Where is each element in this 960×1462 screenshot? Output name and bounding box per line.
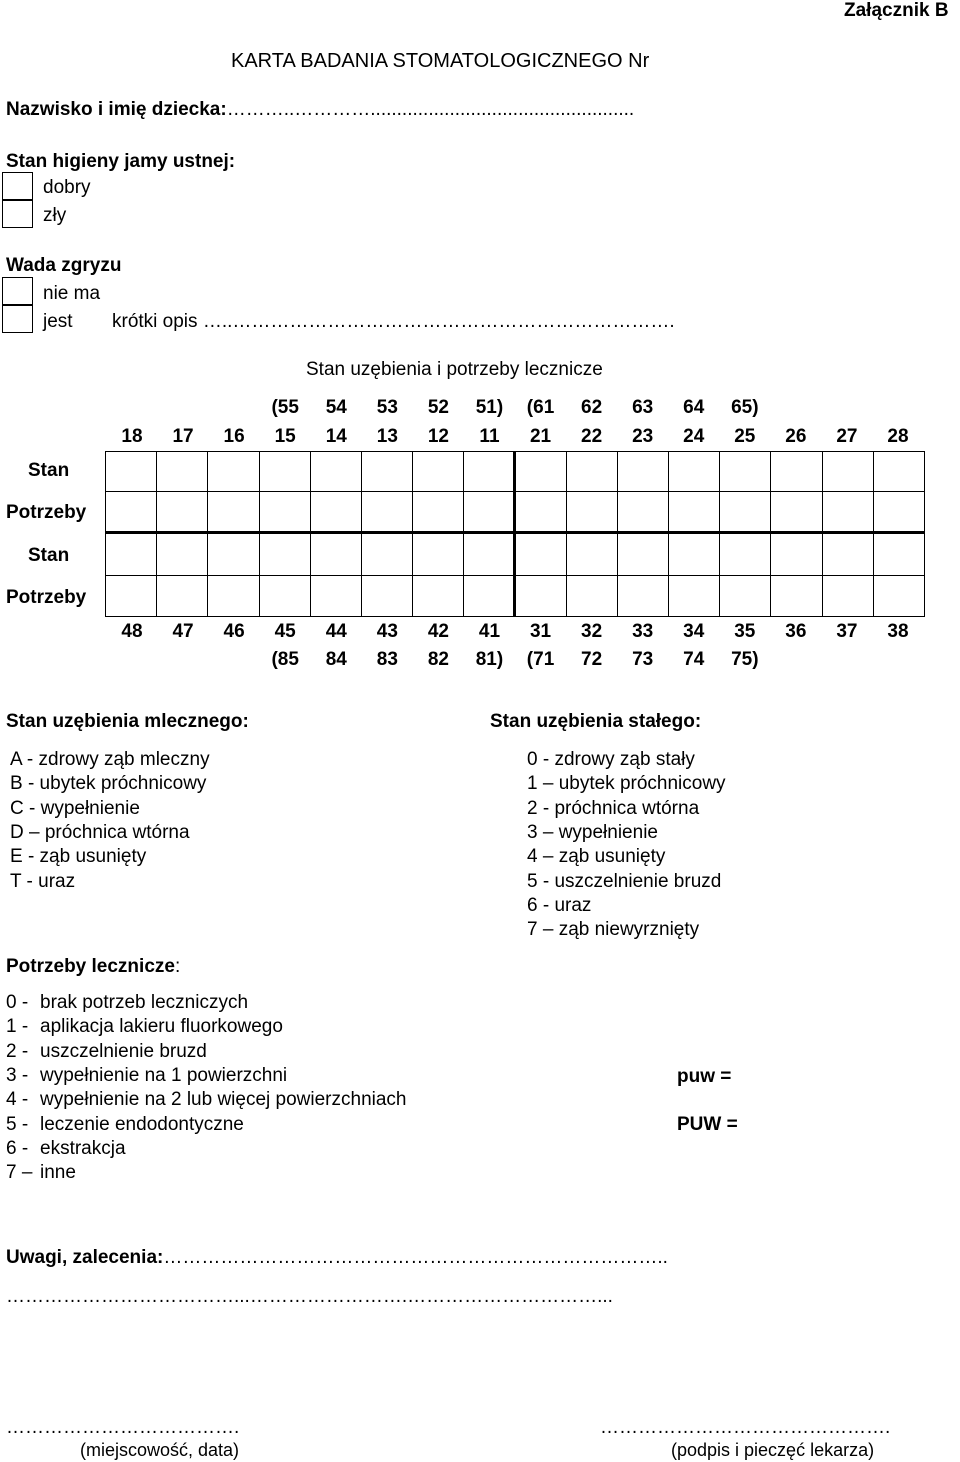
chart-cell-lower-status[interactable]	[566, 533, 618, 576]
tooth-number-primary: 54	[325, 397, 347, 418]
tooth-number-primary: 64	[683, 397, 705, 418]
permanent-status-item: 1 – ubytek próchnicowy	[527, 773, 726, 795]
needs-heading	[6, 957, 180, 976]
chart-cell-upper-needs[interactable]	[822, 491, 874, 534]
chart-cell-upper-status[interactable]	[361, 451, 413, 492]
chart-cell-upper-needs[interactable]	[361, 491, 413, 534]
needs-item-code: 3 -	[6, 1064, 29, 1086]
chart-cell-lower-status[interactable]	[617, 533, 669, 576]
chart-cell-upper-needs[interactable]	[310, 491, 362, 534]
tooth-number-permanent: 48	[121, 621, 143, 642]
tooth-number-primary: 82	[427, 649, 449, 670]
tooth-number-primary: 83	[376, 649, 398, 670]
tooth-number-permanent: 12	[427, 426, 449, 447]
tooth-number-permanent: 35	[734, 621, 756, 642]
needs-item-code: 7 –	[6, 1162, 33, 1184]
child-name-row	[6, 100, 634, 119]
chart-cell-upper-needs[interactable]	[412, 491, 464, 534]
tooth-number-permanent: 32	[581, 621, 603, 642]
chart-cell-lower-needs[interactable]	[719, 575, 771, 617]
tooth-number-permanent: 43	[376, 621, 398, 642]
doctor-signature-caption: (podpis i pieczęć lekarza)	[671, 1440, 875, 1460]
tooth-number-permanent: 13	[376, 426, 398, 447]
chart-cell-upper-needs[interactable]	[668, 491, 720, 534]
tooth-number-permanent: 24	[683, 426, 705, 447]
tooth-number-permanent: 25	[734, 426, 756, 447]
tooth-number-permanent: 17	[172, 426, 194, 447]
place-date-caption: (miejscowość, data)	[80, 1440, 240, 1460]
needs-item-text: ekstrakcja	[40, 1137, 126, 1159]
chart-cell-upper-status[interactable]	[412, 451, 464, 492]
row-label-lower-status: Stan	[28, 545, 70, 566]
chart-cell-upper-needs[interactable]	[770, 491, 822, 534]
needs-item-text: uszczelnienie bruzd	[40, 1040, 207, 1062]
bite-none-label: nie ma	[43, 283, 101, 304]
chart-cell-lower-needs[interactable]	[770, 575, 822, 617]
chart-cell-lower-status[interactable]	[770, 533, 822, 576]
form-title: KARTA BADANIA STOMATOLOGICZNEGO Nr	[231, 50, 650, 72]
tooth-number-primary: 75)	[731, 649, 759, 670]
permanent-status-item: 7 – ząb niewyrznięty	[527, 919, 700, 941]
chart-cell-lower-needs[interactable]	[412, 575, 464, 617]
midline-divider	[513, 451, 516, 616]
chart-cell-lower-status[interactable]	[463, 533, 515, 576]
chart-cell-upper-needs[interactable]	[156, 491, 208, 534]
tooth-number-primary: 84	[325, 649, 347, 670]
permanent-status-item: 4 – ząb usunięty	[527, 846, 666, 868]
chart-heading: Stan uzębienia i potrzeby lecznicze	[306, 359, 603, 380]
place-date-field[interactable]: ……………………………….	[6, 1417, 240, 1438]
tooth-number-permanent: 14	[325, 426, 347, 447]
needs-item-text: aplikacja lakieru fluorkowego	[40, 1016, 283, 1038]
tooth-number-primary: 73	[632, 649, 654, 670]
tooth-number-primary: (61	[526, 397, 555, 418]
primary-status-item: C - wypełnienie	[10, 797, 140, 819]
chart-cell-upper-needs[interactable]	[566, 491, 618, 534]
chart-cell-lower-status[interactable]	[412, 533, 464, 576]
tooth-number-permanent: 46	[223, 621, 245, 642]
tooth-number-primary: 65)	[731, 397, 759, 418]
chart-cell-upper-status[interactable]	[207, 451, 259, 492]
chart-cell-lower-status[interactable]	[156, 533, 208, 576]
chart-cell-upper-status[interactable]	[310, 451, 362, 492]
permanent-status-item: 6 - uraz	[527, 894, 592, 916]
chart-cell-lower-status[interactable]	[515, 533, 567, 576]
annex-label: Załącznik B	[844, 0, 949, 21]
dental-chart-grid	[105, 451, 924, 616]
primary-status-item: B - ubytek próchnicowy	[10, 773, 207, 795]
tooth-number-primary: (71	[526, 649, 555, 670]
tooth-number-permanent: 42	[427, 621, 449, 642]
tooth-number-permanent: 45	[274, 621, 296, 642]
chart-cell-lower-status[interactable]	[668, 533, 720, 576]
chart-cell-upper-status[interactable]	[566, 451, 618, 492]
bite-description-field[interactable]: …..…………………………………………………………….	[202, 311, 675, 332]
tooth-number-permanent: 16	[223, 426, 245, 447]
needs-item-code: 1 -	[6, 1016, 29, 1038]
remarks-row	[6, 1248, 668, 1267]
tooth-number-permanent: 47	[172, 621, 194, 642]
tooth-number-permanent: 41	[478, 621, 501, 642]
chart-cell-upper-status[interactable]	[105, 451, 157, 492]
tooth-number-primary: 62	[581, 397, 603, 418]
child-name-field[interactable]: ………..…………..................................................	[226, 99, 635, 120]
puw-small-label: puw =	[677, 1066, 732, 1087]
chart-cell-upper-status[interactable]	[617, 451, 669, 492]
permanent-status-item: 3 – wypełnienie	[527, 821, 658, 843]
tooth-number-primary: 51)	[475, 397, 504, 418]
primary-status-item: D – próchnica wtórna	[10, 821, 190, 843]
chart-cell-lower-needs[interactable]	[566, 575, 618, 617]
hygiene-bad-label: zły	[43, 205, 67, 226]
chart-cell-lower-needs[interactable]	[617, 575, 669, 617]
chart-cell-upper-needs[interactable]	[873, 491, 925, 534]
chart-cell-upper-status[interactable]	[822, 451, 874, 492]
permanent-status-item: 0 - zdrowy ząb stały	[527, 749, 695, 770]
chart-cell-upper-needs[interactable]	[617, 491, 669, 534]
row-label-upper-needs: Potrzeby	[6, 502, 87, 523]
tooth-number-primary: 63	[632, 397, 654, 418]
tooth-number-permanent: 27	[836, 426, 858, 447]
permanent-status-item: 5 - uszczelnienie bruzd	[527, 870, 722, 892]
chart-cell-lower-status[interactable]	[259, 533, 311, 576]
tooth-number-primary: 53	[376, 397, 398, 418]
chart-cell-upper-needs[interactable]	[719, 491, 771, 534]
remarks-field-line2[interactable]: ………………………………...…………………….…………………………...	[6, 1286, 613, 1307]
bite-yes-label: jest	[43, 311, 73, 332]
needs-heading-text: Potrzeby lecznicze	[6, 956, 175, 977]
chart-cell-lower-status[interactable]	[822, 533, 874, 576]
chart-cell-upper-needs[interactable]	[463, 491, 515, 534]
hygiene-good-checkbox[interactable]	[2, 172, 33, 200]
tooth-number-permanent: 26	[785, 426, 807, 447]
tooth-number-primary: 52	[427, 397, 449, 418]
tooth-number-permanent: 21	[529, 426, 552, 447]
chart-cell-lower-status[interactable]	[873, 533, 925, 576]
hygiene-bad-checkbox[interactable]	[2, 200, 33, 228]
primary-status-item: T - uraz	[10, 870, 76, 892]
chart-cell-lower-needs[interactable]	[310, 575, 362, 617]
chart-cell-lower-status[interactable]	[719, 533, 771, 576]
bite-yes-checkbox[interactable]	[2, 305, 33, 333]
needs-item-text: leczenie endodontyczne	[40, 1113, 244, 1135]
tooth-number-permanent: 38	[887, 621, 909, 642]
needs-item-code: 0 -	[6, 992, 29, 1013]
tooth-number-permanent: 36	[785, 621, 807, 642]
puw-big-label: PUW =	[677, 1114, 738, 1135]
primary-status-item: A - zdrowy ząb mleczny	[10, 749, 210, 770]
chart-cell-upper-needs[interactable]	[259, 491, 311, 534]
hygiene-heading: Stan higieny jamy ustnej:	[6, 151, 236, 172]
chart-cell-lower-status[interactable]	[207, 533, 259, 576]
needs-heading-colon: :	[174, 956, 181, 977]
chart-cell-upper-status[interactable]	[873, 451, 925, 492]
chart-cell-lower-status[interactable]	[310, 533, 362, 576]
hygiene-good-label: dobry	[43, 177, 91, 198]
chart-cell-lower-needs[interactable]	[361, 575, 413, 617]
chart-cell-upper-status[interactable]	[668, 451, 720, 492]
bite-description-label: krótki opis	[112, 311, 198, 332]
tooth-number-permanent: 11	[479, 426, 500, 447]
tooth-number-primary: 74	[683, 649, 705, 670]
tooth-number-permanent: 37	[836, 621, 858, 642]
chart-cell-lower-needs[interactable]	[156, 575, 208, 617]
chart-cell-lower-status[interactable]	[361, 533, 413, 576]
needs-item-code: 2 -	[6, 1040, 29, 1062]
chart-cell-upper-status[interactable]	[463, 451, 515, 492]
chart-cell-upper-status[interactable]	[515, 451, 567, 492]
chart-cell-lower-needs[interactable]	[207, 575, 259, 617]
needs-item-code: 6 -	[6, 1137, 29, 1159]
permanent-status-heading: Stan uzębienia stałego:	[490, 711, 702, 732]
chart-cell-lower-needs[interactable]	[259, 575, 311, 617]
row-label-upper-status: Stan	[28, 460, 70, 481]
remarks-field-line1[interactable]: ……………………………………………………………………..	[163, 1247, 668, 1268]
tooth-number-primary: 81)	[475, 649, 504, 670]
child-name-label: Nazwisko i imię dziecka:	[6, 99, 227, 120]
chart-cell-upper-status[interactable]	[719, 451, 771, 492]
tooth-number-permanent: 28	[887, 426, 909, 447]
chart-cell-lower-needs[interactable]	[668, 575, 720, 617]
row-label-lower-needs: Potrzeby	[6, 587, 87, 608]
tooth-number-primary: (85	[271, 649, 299, 670]
needs-item-text: brak potrzeb leczniczych	[40, 992, 249, 1013]
remarks-label: Uwagi, zalecenia:	[6, 1247, 164, 1268]
tooth-number-permanent: 34	[683, 621, 705, 642]
chart-cell-upper-needs[interactable]	[207, 491, 259, 534]
tooth-number-primary: (55	[271, 397, 299, 418]
bite-heading: Wada zgryzu	[6, 255, 122, 276]
tooth-number-permanent: 31	[529, 621, 552, 642]
tooth-number-permanent: 44	[325, 621, 347, 642]
chart-cell-upper-needs[interactable]	[105, 491, 157, 534]
chart-cell-upper-status[interactable]	[770, 451, 822, 492]
tooth-number-permanent: 22	[581, 426, 603, 447]
tooth-number-primary: 72	[581, 649, 603, 670]
primary-status-heading: Stan uzębienia mlecznego:	[6, 711, 249, 732]
bite-none-checkbox[interactable]	[2, 277, 33, 305]
chart-cell-lower-status[interactable]	[105, 533, 157, 576]
needs-item-text: wypełnienie na 1 powierzchni	[40, 1064, 288, 1086]
tooth-number-permanent: 18	[121, 426, 143, 447]
primary-status-item: E - ząb usunięty	[10, 846, 147, 868]
tooth-number-permanent: 23	[632, 426, 654, 447]
chart-cell-lower-needs[interactable]	[463, 575, 515, 617]
needs-item-code: 5 -	[6, 1113, 29, 1135]
chart-cell-upper-status[interactable]	[259, 451, 311, 492]
needs-item-text: wypełnienie na 2 lub więcej powierzchniach	[40, 1089, 407, 1111]
permanent-status-item: 2 - próchnica wtórna	[527, 797, 700, 819]
chart-cell-upper-status[interactable]	[156, 451, 208, 492]
chart-cell-lower-needs[interactable]	[105, 575, 157, 617]
tooth-number-permanent: 15	[274, 426, 296, 447]
bite-description-row	[112, 312, 675, 331]
chart-cell-upper-needs[interactable]	[515, 491, 567, 534]
doctor-signature-field[interactable]: ……………………………………….	[600, 1417, 891, 1438]
needs-item-code: 4 -	[6, 1089, 29, 1111]
chart-cell-lower-needs[interactable]	[822, 575, 874, 617]
needs-item-text: inne	[40, 1162, 76, 1184]
chart-cell-lower-needs[interactable]	[515, 575, 567, 617]
chart-cell-lower-needs[interactable]	[873, 575, 925, 617]
tooth-number-permanent: 33	[632, 621, 654, 642]
